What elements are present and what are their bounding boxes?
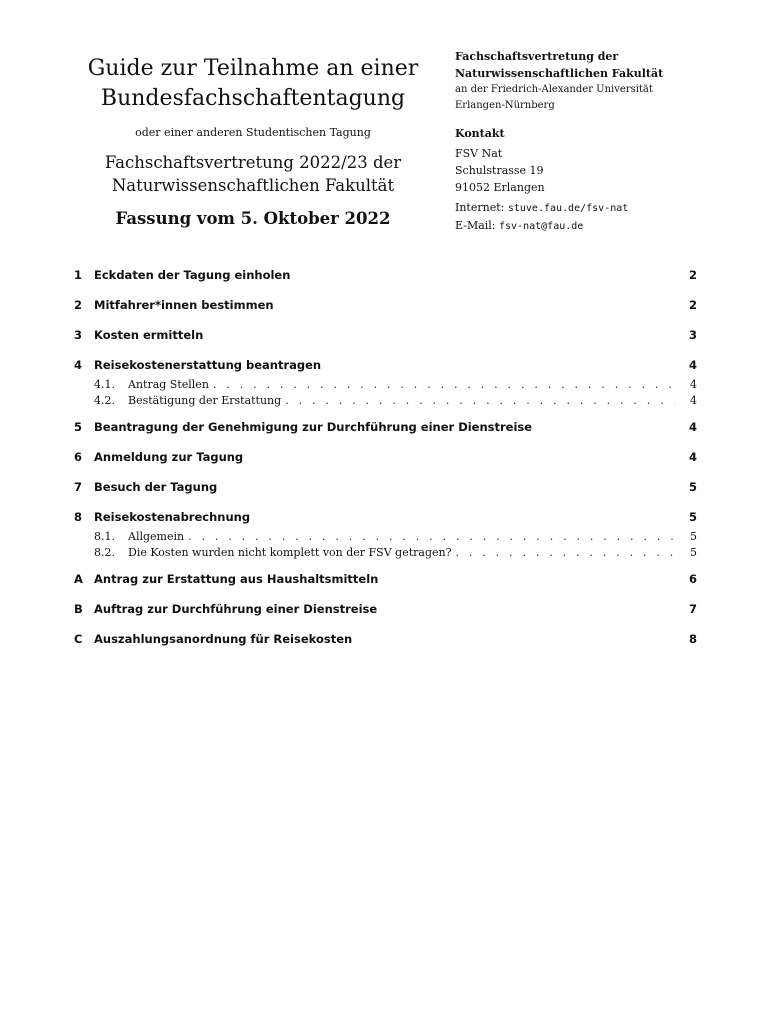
toc-entry-7[interactable]	[74, 480, 697, 500]
toc-title: Allgemein	[128, 530, 185, 543]
toc-number: 5	[74, 420, 83, 434]
internet-link[interactable]: stuve.fau.de/fsv-nat	[507, 203, 629, 214]
toc-title: Auftrag zur Durchführung einer Dienstreise	[94, 602, 378, 616]
toc-number: 4	[74, 358, 83, 372]
toc-entry-c[interactable]	[74, 632, 697, 652]
toc-title: Die Kosten wurden nicht komplett von der FSV getragen?	[128, 546, 452, 559]
toc-page: 4	[688, 358, 697, 372]
toc-number: 7	[74, 480, 83, 494]
toc-number: 4.2.	[94, 394, 115, 407]
toc-subentry-8-1[interactable]	[74, 530, 697, 546]
document-title	[78, 54, 428, 114]
org-line-1: Fachschaftsvertretung 2022/23 der	[104, 153, 402, 172]
address-line-2: Schulstrasse 19	[455, 164, 544, 177]
toc-title: Eckdaten der Tagung einholen	[94, 268, 291, 282]
internet-row	[455, 199, 755, 217]
toc-title: Besuch der Tagung	[94, 480, 218, 494]
sidebar-org-line-1: Fachschaftsvertretung der	[455, 50, 619, 63]
toc-subentry-4-2[interactable]	[74, 394, 697, 410]
toc-title: Anmeldung zur Tagung	[94, 450, 244, 464]
toc-entry-2[interactable]	[74, 298, 697, 318]
contact-sidebar	[455, 48, 755, 235]
toc-number: C	[74, 632, 83, 646]
dot-leader	[285, 394, 675, 407]
toc-title: Mitfahrer*innen bestimmen	[94, 298, 274, 312]
toc-title: Reisekostenabrechnung	[94, 510, 251, 524]
toc-page: 4	[688, 450, 697, 464]
toc-page: 5	[690, 530, 697, 543]
email-row	[455, 217, 755, 235]
toc-number: 8.1.	[94, 530, 115, 543]
toc-page: 2	[688, 298, 697, 312]
toc-title: Kosten ermitteln	[94, 328, 204, 342]
toc-title: Reisekostenerstattung beantragen	[94, 358, 322, 372]
toc-number: 4.1.	[94, 378, 115, 391]
toc-title: Auszahlungsanordnung für Reisekosten	[94, 632, 353, 646]
toc-page: 5	[688, 480, 697, 494]
dot-leader	[213, 378, 675, 391]
toc-title: Bestätigung der Erstattung	[128, 394, 282, 407]
toc-page: 5	[688, 510, 697, 524]
toc-title: Antrag zur Erstattung aus Haushaltsmitteln	[94, 572, 379, 586]
toc-subentry-4-1[interactable]	[74, 378, 697, 394]
toc-page: 6	[688, 572, 697, 586]
toc-number: 8	[74, 510, 83, 524]
title-block	[78, 54, 428, 228]
email-label: E-Mail:	[455, 219, 500, 232]
table-of-contents	[74, 268, 697, 652]
dot-leader	[188, 530, 675, 543]
internet-label: Internet:	[455, 201, 508, 214]
toc-entry-a[interactable]	[74, 572, 697, 592]
title-line-1: Guide zur Teilnahme an einer	[87, 56, 419, 81]
toc-page: 7	[688, 602, 697, 616]
organization	[78, 151, 428, 197]
toc-number: 3	[74, 328, 83, 342]
toc-entry-4[interactable]	[74, 358, 697, 378]
toc-entry-3[interactable]	[74, 328, 697, 348]
toc-page: 4	[690, 394, 697, 407]
sidebar-org-line-2: Naturwissenschaftlichen Fakultät	[455, 67, 664, 80]
org-line-2: Naturwissenschaftlichen Fakultät	[111, 176, 395, 195]
toc-number: 8.2.	[94, 546, 115, 559]
toc-page: 5	[690, 546, 697, 559]
toc-page: 4	[688, 420, 697, 434]
sidebar-uni-line-1: an der Friedrich-Alexander Universität	[455, 84, 653, 95]
toc-entry-8[interactable]	[74, 510, 697, 530]
toc-page: 4	[690, 378, 697, 391]
address-line-1: FSV Nat	[455, 147, 503, 160]
toc-page: 2	[688, 268, 697, 282]
toc-title: Antrag Stellen	[128, 378, 209, 391]
toc-page: 8	[688, 632, 697, 646]
toc-number: 6	[74, 450, 83, 464]
email-link[interactable]: fsv-nat@fau.de	[499, 221, 584, 232]
toc-subentry-8-2[interactable]	[74, 546, 697, 562]
toc-entry-6[interactable]	[74, 450, 697, 470]
toc-entry-1[interactable]	[74, 268, 697, 288]
toc-number: B	[74, 602, 83, 616]
version-date: Fassung vom 5. Oktober 2022	[115, 209, 391, 228]
toc-entry-5[interactable]	[74, 420, 697, 440]
toc-number: A	[74, 572, 83, 586]
dot-leader	[455, 546, 675, 559]
toc-title: Beantragung der Genehmigung zur Durchführung einer Dienstreise	[94, 420, 533, 434]
toc-number: 2	[74, 298, 83, 312]
address-line-3: 91052 Erlangen	[455, 181, 545, 194]
title-line-2: Bundesfachschaftentagung	[100, 86, 406, 111]
toc-entry-b[interactable]	[74, 602, 697, 622]
sidebar-uni-line-2: Erlangen-Nürnberg	[455, 100, 555, 111]
toc-number: 1	[74, 268, 83, 282]
toc-page: 3	[688, 328, 697, 342]
document-subtitle: oder einer anderen Studentischen Tagung	[135, 126, 371, 139]
contact-heading: Kontakt	[455, 127, 505, 140]
